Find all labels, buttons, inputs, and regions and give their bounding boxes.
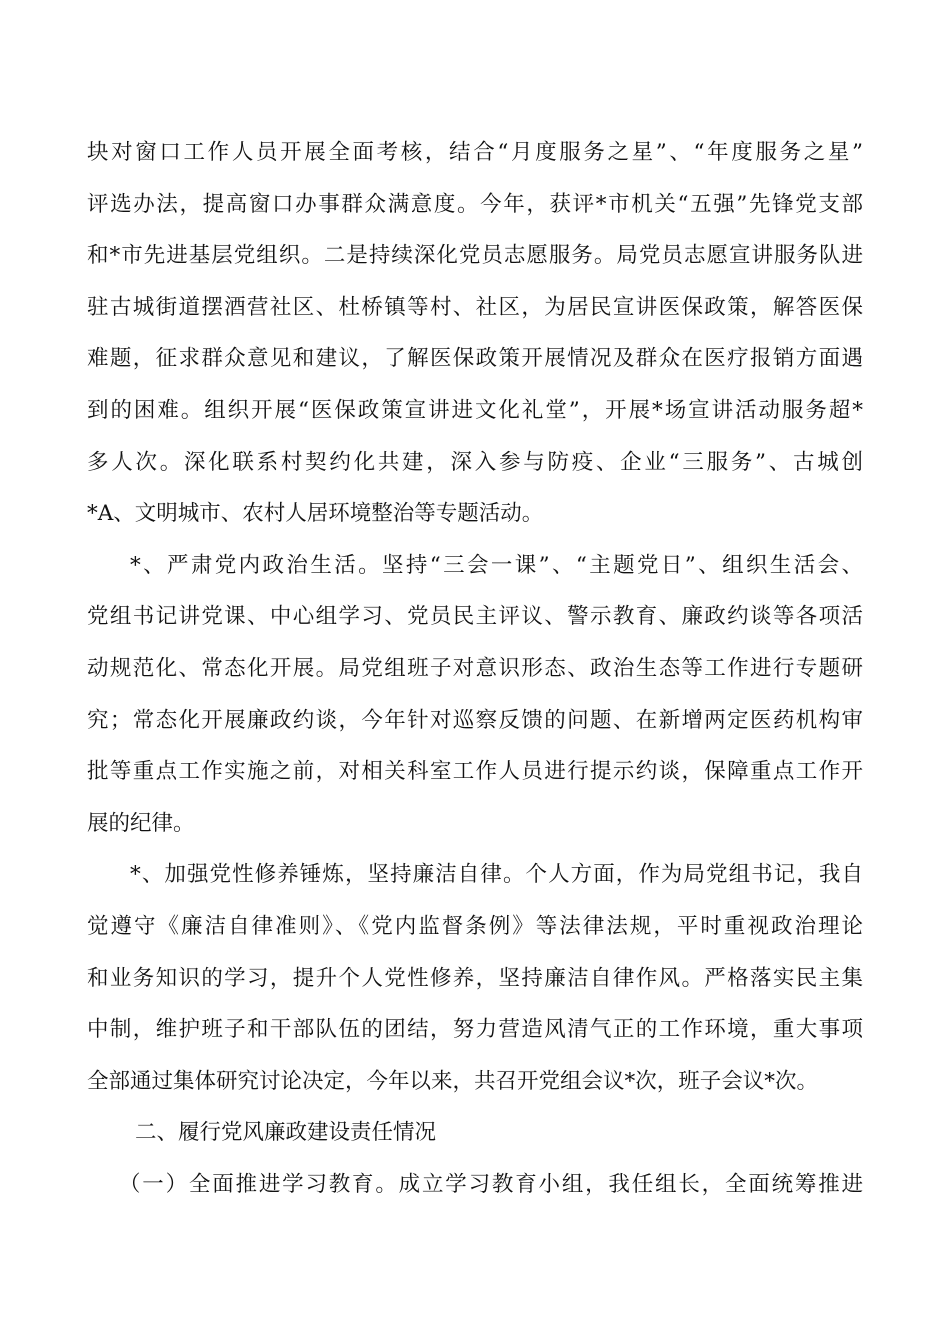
section-heading (87, 1107, 863, 1159)
text-line: 驻古城街道摆酒营社区、杜桥镇等村、社区，为居民宣讲医保政策，解答医保 (87, 294, 863, 320)
text-line: 觉遵守《廉洁自律准则》、《党内监督条例》等法律法规，平时重视政治理论 (87, 913, 863, 939)
paragraph-1 (87, 127, 863, 540)
text-line: 难题，征求群众意见和建议，了解医保政策开展情况及群众在医疗报销方面遇 (87, 346, 863, 372)
text-line: 究；常态化开展廉政约谈，今年针对巡察反馈的问题、在新增两定医药机构审 (87, 707, 863, 733)
section-title: 二、履行党风廉政建设责任情况 (135, 1120, 437, 1146)
text-line: （一）全面推进学习教育。成立学习教育小组，我任组长，全面统筹推进 (119, 1171, 863, 1197)
document-body (87, 127, 863, 1210)
text-line: 中制，维护班子和干部队伍的团结，努力营造风清气正的工作环境，重大事项 (87, 1017, 863, 1043)
paragraph-4 (87, 1159, 863, 1211)
paragraph-2 (87, 540, 863, 850)
text-line: 全部通过集体研究讨论决定，今年以来，共召开党组会议*次，班子会议*次。 (87, 1068, 819, 1094)
text-line: 块对窗口工作人员开展全面考核，结合“月度服务之星”、“年度服务之星” (87, 140, 863, 165)
text-line: 批等重点工作实施之前，对相关科室工作人员进行提示约谈，保障重点工作开 (87, 759, 863, 785)
text-line: 多人次。深化联系村契约化共建，深入参与防疫、企业“三服务”、古城创 (87, 449, 863, 475)
text-line: 和业务知识的学习，提升个人党性修养，坚持廉洁自律作风。严格落实民主集 (87, 965, 863, 991)
text-line: 动规范化、常态化开展。局党组班子对意识形态、政治生态等工作进行专题研 (87, 655, 863, 681)
text-line: 展的纪律。 (87, 810, 195, 836)
text-line: *、严肃党内政治生活。坚持“三会一课”、“主题党日”、组织生活会、 (130, 552, 863, 578)
text-line: 和*市先进基层党组织。二是持续深化党员志愿服务。局党员志愿宣讲服务队进 (87, 243, 863, 269)
text-line: 党组书记讲党课、中心组学习、党员民主评议、警示教育、廉政约谈等各项活 (87, 604, 863, 630)
text-line: *、加强党性修养锤炼，坚持廉洁自律。个人方面，作为局党组书记，我自 (130, 862, 863, 888)
paragraph-3 (87, 849, 863, 1107)
text-line: 到的困难。组织开展“医保政策宣讲进文化礼堂”，开展*场宣讲活动服务超* (87, 397, 863, 423)
text-line: 评选办法，提高窗口办事群众满意度。今年，获评*市机关“五强”先锋党支部 (87, 191, 863, 217)
text-line: *A、文明城市、农村人居环境整治等专题活动。 (87, 501, 544, 527)
